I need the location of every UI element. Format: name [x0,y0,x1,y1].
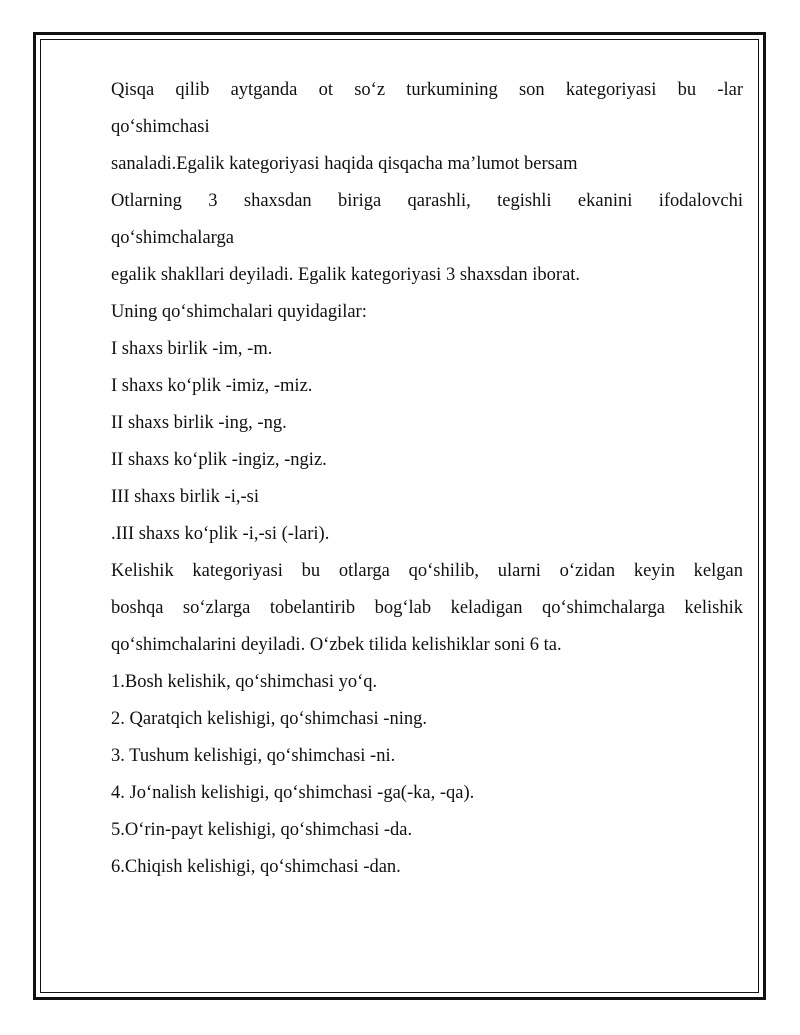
text-line: 4. Jo‘nalish kelishigi, qo‘shimchasi -ga(-ka, -qa). [111,783,475,803]
text-line: I shaxs ko‘plik -imiz, -miz. [111,376,313,396]
text-line: 1.Bosh kelishik, qo‘shimchasi yo‘q. [111,672,378,692]
text-line: 2. Qaratqich kelishigi, qo‘shimchasi -ning. [111,709,427,729]
text-line: 5.O‘rin-payt kelishigi, qo‘shimchasi -da. [111,820,413,840]
text-line: Uning qo‘shimchalari quyidagilar: [111,302,367,322]
text-line: I shaxs birlik -im, -m. [111,339,273,359]
text-line: II shaxs ko‘plik -ingiz, -ngiz. [111,450,327,470]
text-line: qo‘shimchalarini deyiladi. O‘zbek tilida kelishiklar soni 6 ta. [111,635,562,655]
text-line: qo‘shimchasi [111,117,210,137]
text-line: sanaladi.Egalik kategoriyasi haqida qisqacha ma’lumot bersam [111,154,578,174]
text-line: Kelishik kategoriyasi bu otlarga qo‘shilib, ularni o‘zidan keyin kelgan [111,561,743,581]
text-line: qo‘shimchalarga [111,228,234,248]
text-line: Otlarning 3 shaxsdan biriga qarashli, tegishli ekanini ifodalovchi [111,191,743,211]
text-line: boshqa so‘zlarga tobelantirib bog‘lab keladigan qo‘shimchalarga kelishik [111,598,743,618]
text-line: II shaxs birlik -ing, -ng. [111,413,287,433]
text-line: .III shaxs ko‘plik -i,-si (-lari). [111,524,330,544]
text-line: Qisqa qilib aytganda ot so‘z turkumining son kategoriyasi bu -lar [111,80,743,100]
text-line: III shaxs birlik -i,-si [111,487,259,507]
document-body [111,72,743,886]
text-line: egalik shakllari deyiladi. Egalik kategoriyasi 3 shaxsdan iborat. [111,265,581,285]
text-line: 3. Tushum kelishigi, qo‘shimchasi -ni. [111,746,396,766]
text-line: 6.Chiqish kelishigi, qo‘shimchasi -dan. [111,857,401,877]
